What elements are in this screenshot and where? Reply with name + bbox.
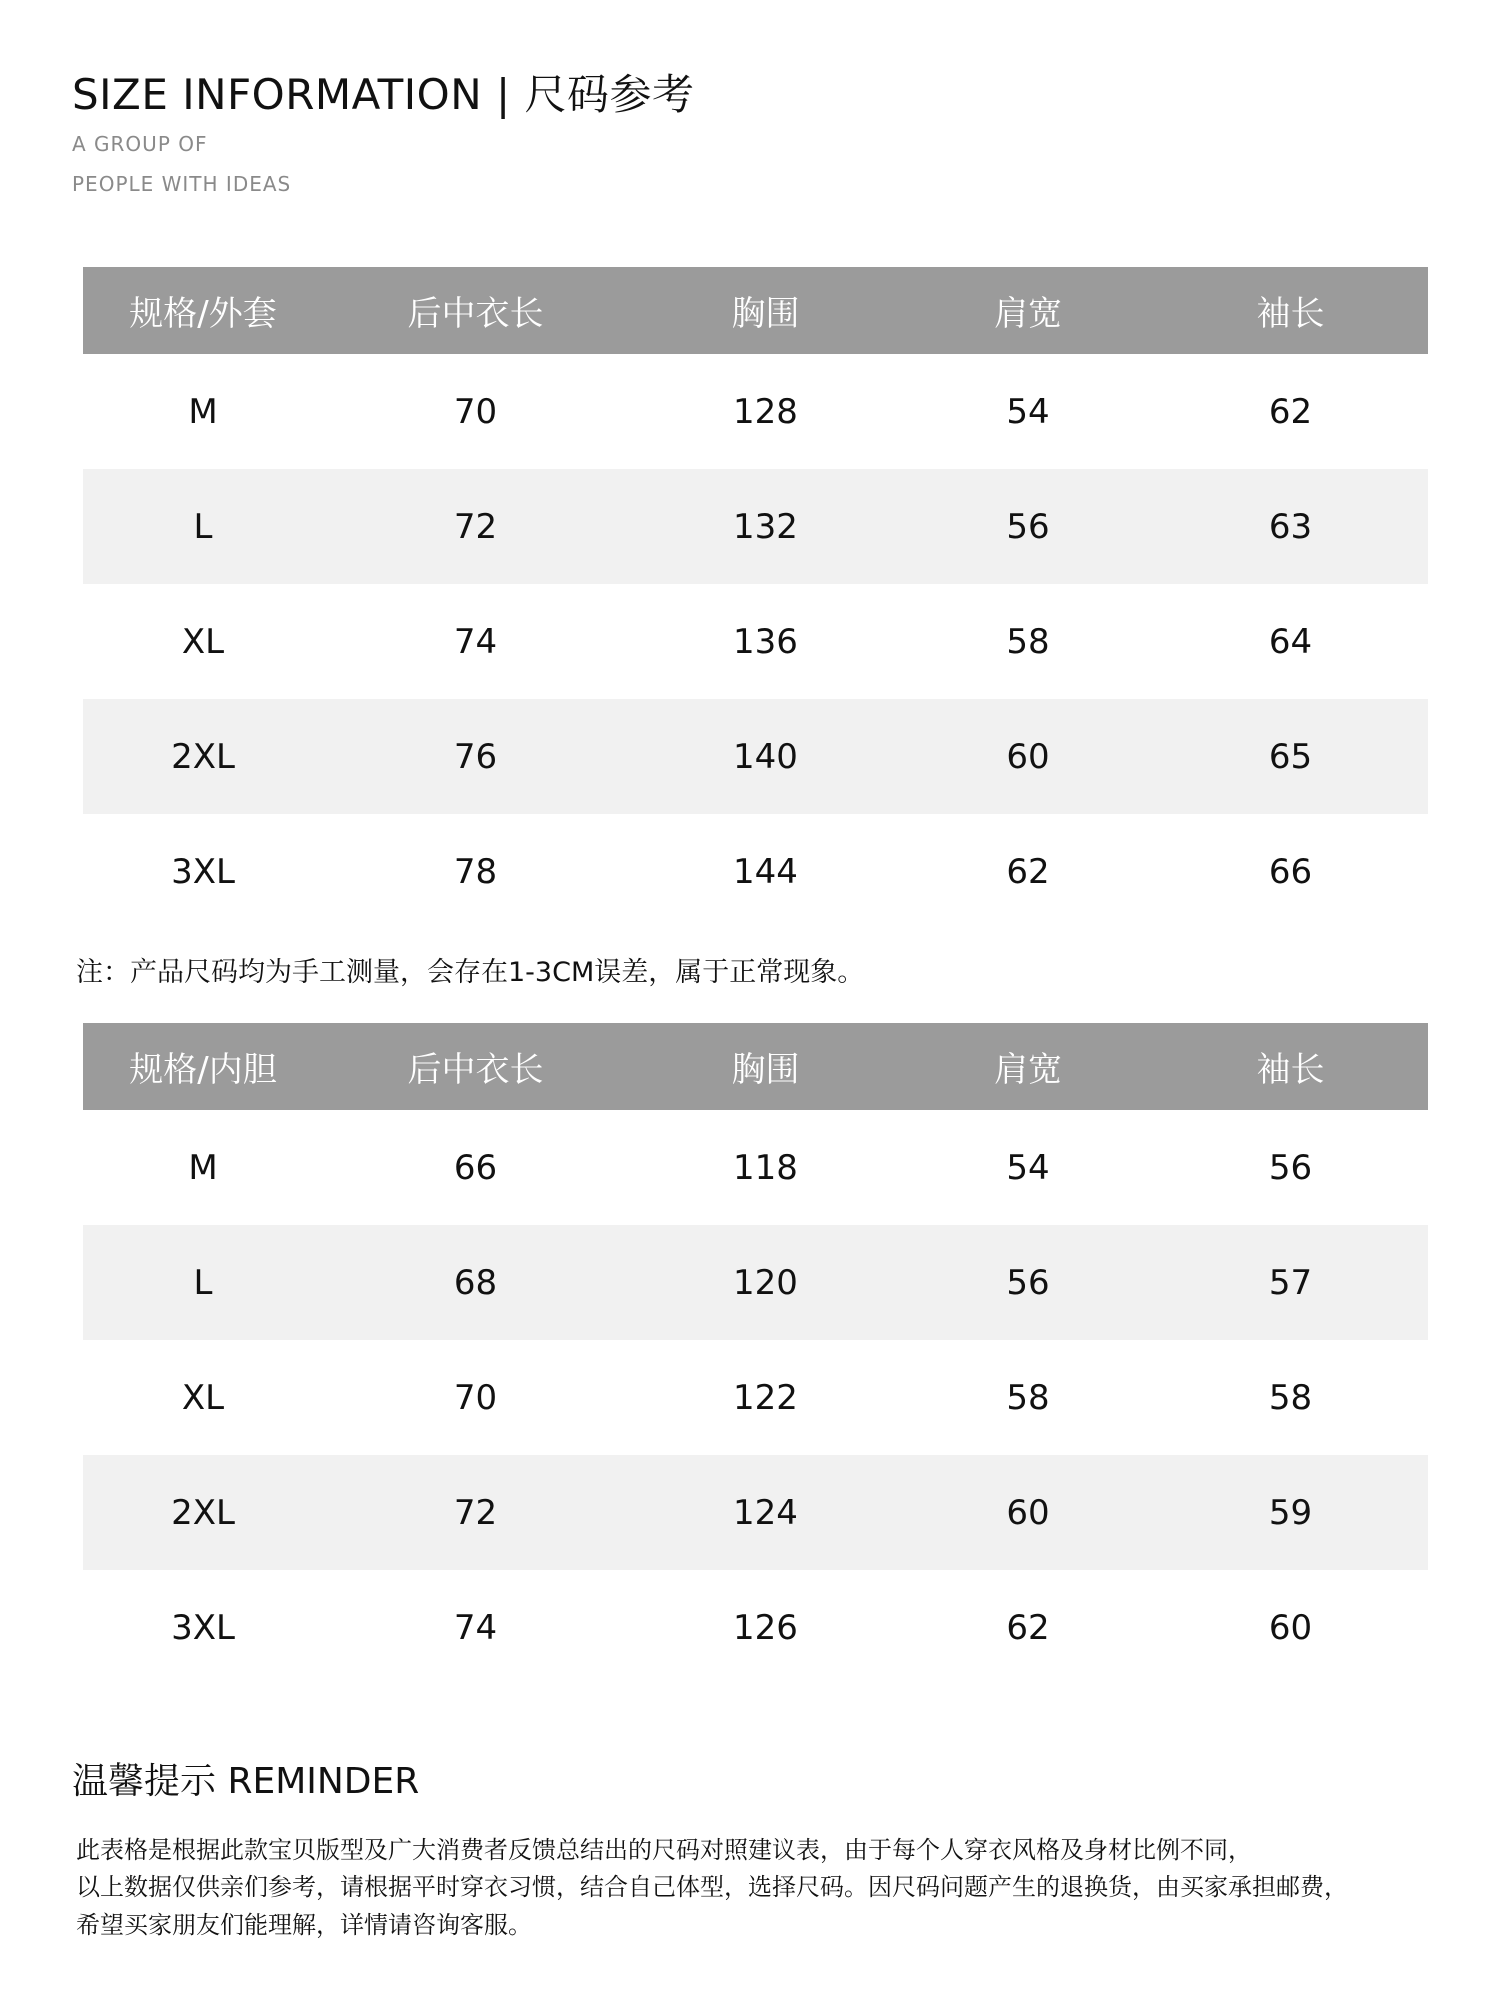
table-cell: M	[188, 1147, 218, 1188]
table-cell: 124	[628, 1455, 903, 1570]
subtitle-line-2: PEOPLE WITH IDEAS	[72, 172, 292, 196]
table-header-row	[83, 267, 1428, 354]
table-cell: 70	[453, 391, 498, 432]
reminder-line-1: 此表格是根据此款宝贝版型及广大消费者反馈总结出的尺码对照建议表，由于每个人穿衣风格及身材比例不同，	[76, 1836, 1252, 1864]
table-cell: 54	[1006, 391, 1050, 432]
table-cell: 128	[733, 391, 798, 432]
table-row	[83, 699, 1428, 814]
table-cell: L	[83, 469, 323, 584]
table-cell: 54	[1006, 1147, 1050, 1188]
table-cell: 78	[453, 851, 498, 892]
table-row	[83, 469, 1428, 584]
table-cell: 144	[733, 851, 798, 892]
table-cell: 62	[1006, 1607, 1050, 1648]
table-cell: 76	[323, 699, 628, 814]
table-cell: 63	[1153, 469, 1428, 584]
table-cell: 122	[733, 1377, 798, 1418]
table-row	[83, 1110, 1428, 1225]
table-cell: 58	[1006, 1377, 1050, 1418]
table-cell: 66	[453, 1147, 498, 1188]
header-cell-spec: 规格/外套	[83, 267, 323, 354]
header-cell-shoulder: 肩宽	[903, 267, 1153, 354]
table-cell: 74	[453, 621, 498, 662]
table-row	[83, 584, 1428, 699]
table-cell: XL	[181, 1377, 225, 1418]
table-cell: 60	[903, 1455, 1153, 1570]
table-cell: 64	[1268, 621, 1313, 662]
table-cell: 58	[1006, 621, 1050, 662]
table-cell: 3XL	[171, 1607, 235, 1648]
table-cell: 140	[628, 699, 903, 814]
table-row	[83, 1570, 1428, 1685]
table-cell: 66	[1268, 851, 1313, 892]
table-cell: 132	[628, 469, 903, 584]
table-cell: XL	[181, 621, 225, 662]
table-cell: 56	[903, 469, 1153, 584]
table-cell: 70	[453, 1377, 498, 1418]
table-cell: 3XL	[171, 851, 235, 892]
subtitle-line-1: A GROUP OF	[72, 132, 208, 156]
table-cell: 2XL	[83, 1455, 323, 1570]
measurement-note: 注：产品尺码均为手工测量，会存在1-3CM误差，属于正常现象。	[76, 957, 865, 988]
header-cell-sleeve: 袖长	[1153, 1023, 1428, 1110]
reminder-line-2: 以上数据仅供亲们参考，请根据平时穿衣习惯，结合自己体型，选择尺码。因尺码问题产生的退换货，由买家承担邮费，	[76, 1873, 1348, 1901]
header-cell-length: 后中衣长	[323, 267, 628, 354]
table-cell: 58	[1268, 1377, 1313, 1418]
table-cell: L	[83, 1225, 323, 1340]
table-cell: 60	[1268, 1607, 1313, 1648]
table-cell: 57	[1153, 1225, 1428, 1340]
table-cell: 60	[903, 699, 1153, 814]
header-cell-sleeve: 袖长	[1153, 267, 1428, 354]
table-cell: 136	[733, 621, 798, 662]
table-row	[83, 354, 1428, 469]
header-cell-length: 后中衣长	[323, 1023, 628, 1110]
header-cell-spec: 规格/内胆	[83, 1023, 323, 1110]
header-cell-chest: 胸围	[628, 267, 903, 354]
liner-size-table	[83, 1023, 1428, 1685]
table-cell: 74	[453, 1607, 498, 1648]
table-cell: 65	[1153, 699, 1428, 814]
table-cell: 72	[323, 1455, 628, 1570]
table-cell: 56	[1268, 1147, 1313, 1188]
table-cell: 56	[903, 1225, 1153, 1340]
header-cell-chest: 胸围	[628, 1023, 903, 1110]
table-cell: 68	[323, 1225, 628, 1340]
reminder-title: 温馨提示 REMINDER	[72, 1761, 420, 1802]
table-cell: 62	[1268, 391, 1313, 432]
reminder-line-3: 希望买家朋友们能理解，详情请咨询客服。	[76, 1911, 532, 1939]
table-header-row	[83, 1023, 1428, 1110]
table-row	[83, 1455, 1428, 1570]
table-cell: 126	[733, 1607, 798, 1648]
table-cell: 118	[733, 1147, 798, 1188]
table-cell: 2XL	[83, 699, 323, 814]
table-cell: 62	[1006, 851, 1050, 892]
coat-size-table	[83, 267, 1428, 929]
table-row	[83, 1340, 1428, 1455]
table-cell: 59	[1153, 1455, 1428, 1570]
table-row	[83, 1225, 1428, 1340]
page-title: SIZE INFORMATION | 尺码参考	[72, 70, 695, 119]
table-cell: 120	[628, 1225, 903, 1340]
table-cell: 72	[323, 469, 628, 584]
table-cell: M	[188, 391, 218, 432]
header-cell-shoulder: 肩宽	[903, 1023, 1153, 1110]
table-row	[83, 814, 1428, 929]
